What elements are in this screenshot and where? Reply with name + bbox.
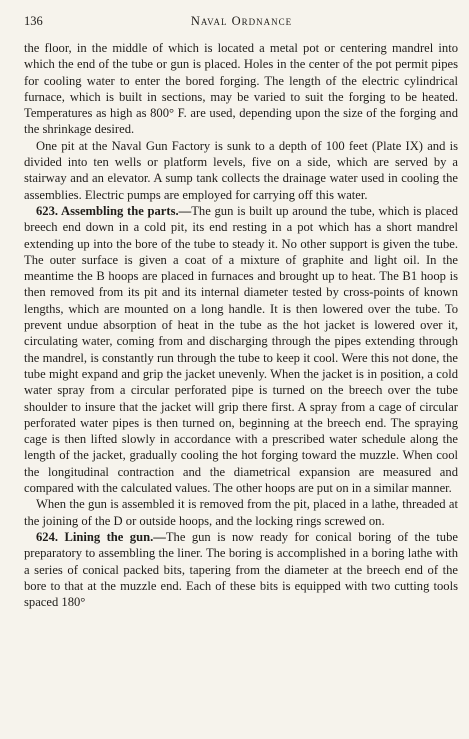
running-head: Naval Ordnance — [190, 14, 293, 28]
section-heading: 623. Assembling the parts.— — [36, 203, 192, 218]
paragraph — [24, 138, 458, 203]
section-624-paragraph — [24, 529, 458, 610]
paragraph-text: the floor, in the middle of which is located a metal pot or centering mandrel into which the end of the tube or gun is placed. Holes in the center of the pot permit pipes for cooling water to enter the bored forging. The length of the electric cylindrical furnace, which is built in sections, may be varied to suit the forging to be heated. Temperatures as high as 800° F. are used, depending upon the size of the forging and the shrinkage desired. — [24, 41, 458, 137]
paragraph — [24, 496, 458, 529]
paragraph-continued — [24, 40, 458, 138]
paragraph-text: The gun is built up around the tube, which is placed breech end down in a cold pit, its end resting in a pot which has a short mandrel extending up into the bore of the tube to steady it. No other support is given the tube. The outer surface is given a coat of a mixture of graphite and light oil. In the meantime the B hoops are placed in furnaces and brought up to heat. The B1 hoop is then removed from its pit and its internal diameter tested by cross-points of known lengths, which are mounted on a long handle. It is then lowered over the tube. To prevent undue absorption of heat in the tube as the hot jacket is lowered over it, circulating water, coming from and discharging through the pipes extending through the mandrel, is constantly run through the tube to keep it cool. Were this not done, the tube might expand and grip the jacket unevenly. When the jacket is in position, a cold water spray from a circular perforated pipe is turned on the breech over the tube shoulder to insure that the jacket will grip there first. A spray from a cage of circular perforated water pipes is then turned on, beginning at the breech end. The spraying cage is then lifted slowly in accordance with a prescribed water schedule along the length of the jacket, gradually cooling the hot forging toward the muzzle. When cool the longitudinal contraction and the diametrical expansion are measured and compared with the calculated values. The other hoops are put on in a similar manner. — [24, 203, 458, 496]
paragraph-text: The gun is now ready for conical boring of the tube preparatory to assembling the liner. The boring is accomplished in a boring lathe with a series of conical packed bits, tapering from the diameter at the breech end of the bore to that at the muzzle end. Each of these bits is equipped with two cutting tools spaced 180° — [24, 529, 458, 610]
paragraph-text: One pit at the Naval Gun Factory is sunk to a depth of 100 feet (Plate IX) and is divided into ten wells or platform levels, five on a side, which are served by a stairway and an elevator. A sump tank collects the drainage water used in cooling the assemblies. Electric pumps are employed for carrying off this water. — [24, 138, 458, 202]
page-header — [24, 14, 458, 40]
page-body — [24, 40, 458, 610]
paragraph-text: When the gun is assembled it is removed from the pit, placed in a lathe, threaded at the joining of the D or outside hoops, and the locking rings screwed on. — [24, 497, 458, 528]
page-number: 136 — [24, 14, 43, 28]
section-623-paragraph — [24, 203, 458, 496]
section-heading: 624. Lining the gun.— — [36, 529, 166, 544]
